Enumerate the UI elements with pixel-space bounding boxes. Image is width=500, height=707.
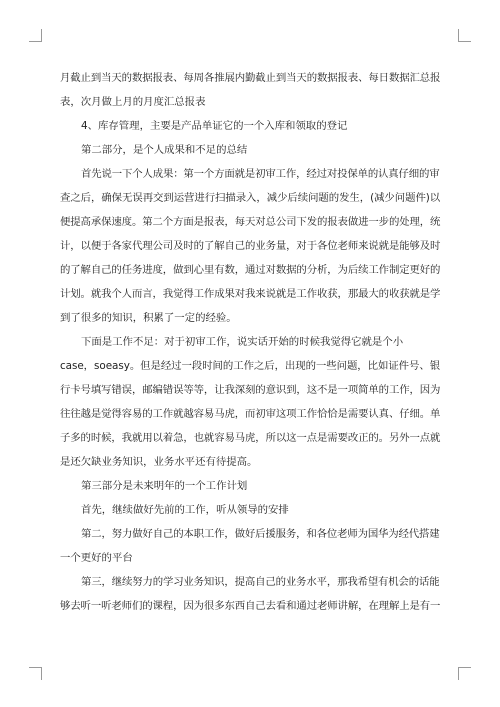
text-line: 第三，继续努力的学习业务知识，提高自己的业务水平，那我希望有机会的话能: [81, 576, 440, 588]
text-line: case，soeasy。但是经过一段时间的工作之后，出现的一些问题，比如证件号、银: [60, 360, 441, 372]
text-line: 是还欠缺业务知识，业务水平还有待提高。: [60, 456, 258, 468]
text-line: 第三部分是未来明年的一个工作计划: [81, 480, 248, 492]
text-line: 一个更好的平台: [60, 552, 133, 564]
text-line: 行卡号填写错误，邮编错误等等，让我深刻的意识到，这不是一项简单的工作，因为: [60, 384, 441, 396]
text-line: 往往越是觉得容易的工作就越容易马虎，而初审这项工作恰恰是需要认真、仔细。单: [60, 408, 441, 420]
text-line: 4、库存管理，主要是产品单证它的一个入库和领取的登记: [81, 120, 348, 132]
text-line: 的了解自己的任务进度，做到心里有数，通过对数据的分析，为后续工作制定更好的: [60, 264, 441, 276]
text-line: 第二部分，是个人成果和不足的总结: [81, 144, 248, 156]
crop-mark-bottom-right: [458, 667, 471, 680]
text-line: 到了很多的知识，积累了一定的经验。: [60, 312, 237, 324]
text-line: 第二，努力做好自己的本职工作，做好后援服务，和各位老师为国华为经代搭建: [81, 528, 440, 540]
text-line: 够去听一听老师们的课程，因为很多东西自己去看和通过老师讲解，在理解上是有一: [60, 600, 441, 612]
crop-mark-bottom-left: [29, 667, 42, 680]
text-line: 便提高承保速度。第二个方面是报表，每天对总公司下发的报表做进一步的处理，统: [60, 216, 441, 228]
text-line: 子多的时候，我就用以着急，也就容易马虎，所以这一点是需要改正的。另外一点就: [60, 432, 441, 444]
text-line: 计划。就我个人而言，我觉得工作成果对我来说就是工作收获，那最大的收获就是学: [60, 288, 441, 300]
text-line: 首先说一下个人成果：第一个方面就是初审工作，经过对投保单的认真仔细的审: [81, 168, 440, 180]
text-line: 计，以便于各家代理公司及时的了解自己的业务量，对于各位老师来说就是能够及时: [60, 240, 441, 252]
crop-mark-top-right: [458, 29, 471, 42]
text-line: 表，次月做上月的月度汇总报表: [60, 96, 206, 108]
text-line: 月截止到当天的数据报表、每周各推展内勤截止到当天的数据报表、每日数据汇总报: [60, 72, 441, 84]
text-line: 首先，继续做好先前的工作，听从领导的安排: [81, 504, 289, 516]
text-line: 下面是工作不足：对于初审工作，说实话开始的时候我觉得它就是个小: [81, 336, 404, 348]
crop-mark-top-left: [29, 29, 42, 42]
text-line: 查之后，确保无误再交到运营进行扫描录入，减少后续问题的发生，(减少问题件)以: [60, 192, 441, 204]
document-body: [60, 66, 440, 618]
